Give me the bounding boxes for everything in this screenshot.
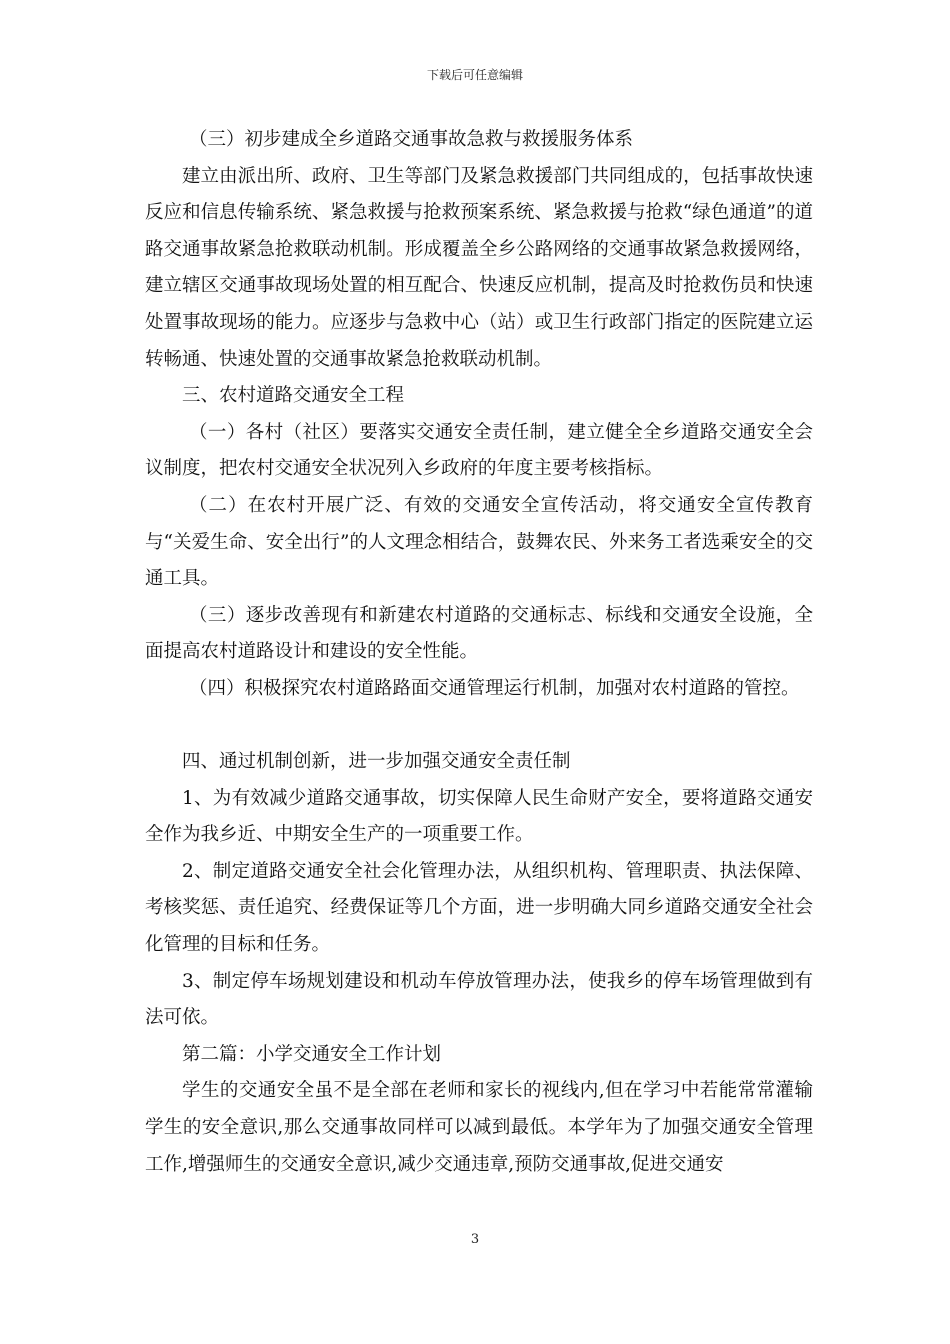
blank-line <box>145 708 813 745</box>
body-paragraph: 建立由派出所、政府、卫生等部门及紧急救援部门共同组成的，包括事故快速反应和信息传输系统、紧急救援与抢救预案系统、紧急救援与抢救“绿色通道”的道路交通事故紧急抢救联动机制。形成覆盖全乡公路网络的交通事故紧急救援网络，建立辖区交通事故现场处置的相互配合、快速反应机制，提高及时抢救伤员和快速处置事故现场的能力。应逐步与急救中心（站）或卫生行政部门指定的医院建立运转畅通、快速处置的交通事故紧急抢救联动机制。 <box>145 165 813 370</box>
document-body <box>145 122 813 1183</box>
section-heading: 三、农村道路交通安全工程 <box>182 385 405 407</box>
subsection-heading: （三）初步建成全乡道路交通事故急救与救援服务体系 <box>189 129 634 150</box>
page-number: 3 <box>470 1232 480 1247</box>
body-paragraph: （三）逐步改善现有和新建农村道路的交通标志、标线和交通安全设施，全面提高农村道路设计和建设的安全性能。 <box>145 604 813 663</box>
body-paragraph: 1、为有效减少道路交通事故，切实保障人民生命财产安全，要将道路交通安全作为我乡近、中期安全生产的一项重要工作。 <box>145 787 813 846</box>
section-heading: 四、通过机制创新，进一步加强交通安全责任制 <box>182 751 571 773</box>
body-paragraph: 学生的交通安全虽不是全部在老师和家长的视线内,但在学习中若能常常灌输学生的安全意识,那么交通事故同样可以减到最低。本学年为了加强交通安全管理工作,增强师生的交通安全意识,减少交通违章,预防交通事故,促进交通安 <box>145 1080 813 1175</box>
body-paragraph: （一）各村（社区）要落实交通安全责任制，建立健全全乡道路交通安全会议制度，把农村交通安全状况列入乡政府的年度主要考核指标。 <box>145 421 813 480</box>
body-paragraph: （四）积极探究农村道路路面交通管理运行机制，加强对农村道路的管控。 <box>189 677 800 699</box>
body-paragraph: （二）在农村开展广泛、有效的交通安全宣传活动，将交通安全宣传教育与“关爱生命、安全出行”的人文理念相结合，鼓舞农民、外来务工者选乘安全的交通工具。 <box>145 494 813 590</box>
body-paragraph: 3、制定停车场规划建设和机动车停放管理办法，使我乡的停车场管理做到有法可依。 <box>145 970 813 1029</box>
body-paragraph: 2、制定道路交通安全社会化管理办法，从组织机构、管理职责、执法保障、考核奖惩、责任追究、经费保证等几个方面，进一步明确大同乡道路交通安全社会化管理的目标和任务。 <box>145 860 813 956</box>
page-header: 下载后可任意编辑 <box>426 68 523 82</box>
article-title: 第二篇：小学交通安全工作计划 <box>182 1043 442 1065</box>
